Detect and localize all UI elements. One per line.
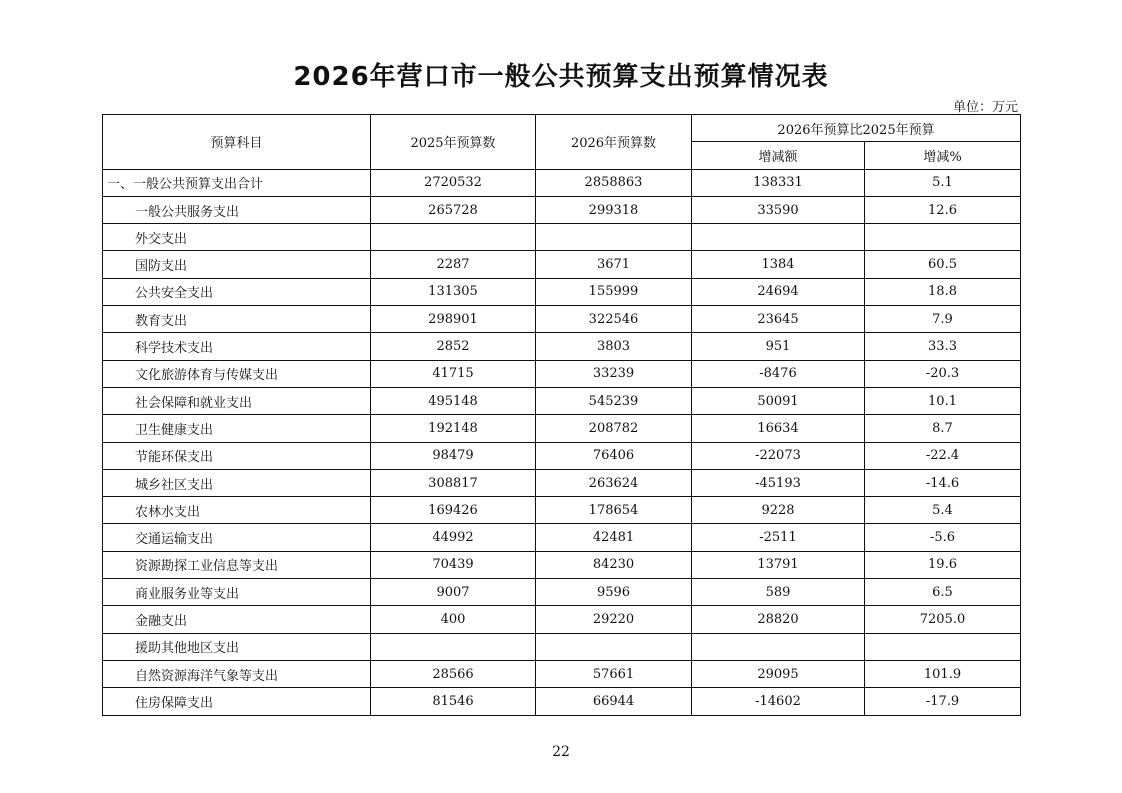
row-change-pct: 5.1 [865, 169, 1021, 196]
header-change-amount: 增减额 [692, 142, 865, 169]
budget-table [102, 114, 1021, 716]
row-change-amount [692, 224, 865, 251]
row-change-pct: 8.7 [865, 415, 1021, 442]
row-budget-2025 [371, 224, 536, 251]
row-change-pct: 12.6 [865, 196, 1021, 223]
row-change-pct: -5.6 [865, 524, 1021, 551]
row-change-amount: 24694 [692, 278, 865, 305]
table-row [103, 387, 1021, 414]
table-row [103, 251, 1021, 278]
row-subject: 国防支出 [103, 251, 371, 278]
row-budget-2026: 42481 [536, 524, 692, 551]
table-row [103, 169, 1021, 196]
row-budget-2026: 299318 [536, 196, 692, 223]
row-budget-2026: 208782 [536, 415, 692, 442]
row-change-pct: -17.9 [865, 688, 1021, 715]
row-change-amount: -8476 [692, 360, 865, 387]
row-change-pct: -14.6 [865, 469, 1021, 496]
table-row [103, 551, 1021, 578]
budget-table-body [103, 169, 1021, 715]
table-row [103, 306, 1021, 333]
row-subject: 金融支出 [103, 606, 371, 633]
row-budget-2026 [536, 224, 692, 251]
row-change-pct: 60.5 [865, 251, 1021, 278]
row-subject: 援助其他地区支出 [103, 633, 371, 660]
table-row [103, 660, 1021, 687]
row-subject: 文化旅游体育与传媒支出 [103, 360, 371, 387]
row-change-pct: -22.4 [865, 442, 1021, 469]
row-budget-2025: 2720532 [371, 169, 536, 196]
row-change-pct: 5.4 [865, 497, 1021, 524]
row-budget-2026: 9596 [536, 579, 692, 606]
row-subject: 教育支出 [103, 306, 371, 333]
row-budget-2026: 76406 [536, 442, 692, 469]
row-budget-2026: 57661 [536, 660, 692, 687]
row-change-pct: 7205.0 [865, 606, 1021, 633]
row-change-amount: 29095 [692, 660, 865, 687]
page-number: 22 [552, 744, 570, 760]
row-subject: 社会保障和就业支出 [103, 387, 371, 414]
row-subject: 城乡社区支出 [103, 469, 371, 496]
row-budget-2025: 41715 [371, 360, 536, 387]
row-budget-2025: 400 [371, 606, 536, 633]
row-change-amount: 9228 [692, 497, 865, 524]
row-change-pct: 33.3 [865, 333, 1021, 360]
row-budget-2026: 545239 [536, 387, 692, 414]
row-budget-2025: 70439 [371, 551, 536, 578]
row-change-amount: -2511 [692, 524, 865, 551]
row-change-amount: -22073 [692, 442, 865, 469]
table-row [103, 497, 1021, 524]
row-subject: 一般公共服务支出 [103, 196, 371, 223]
row-budget-2026: 263624 [536, 469, 692, 496]
row-change-pct [865, 633, 1021, 660]
row-change-amount: 23645 [692, 306, 865, 333]
row-subject: 交通运输支出 [103, 524, 371, 551]
page-title: 2026年营口市一般公共预算支出预算情况表 [293, 62, 829, 92]
header-change-pct: 增减% [865, 142, 1021, 169]
row-budget-2026: 3671 [536, 251, 692, 278]
row-subject: 科学技术支出 [103, 333, 371, 360]
row-change-amount: -45193 [692, 469, 865, 496]
row-subject: 公共安全支出 [103, 278, 371, 305]
row-subject: 商业服务业等支出 [103, 579, 371, 606]
row-budget-2026: 84230 [536, 551, 692, 578]
row-budget-2025: 98479 [371, 442, 536, 469]
row-budget-2025: 495148 [371, 387, 536, 414]
header-comparison: 2026年预算比2025年预算 [692, 115, 1021, 142]
row-budget-2025: 265728 [371, 196, 536, 223]
row-budget-2025: 308817 [371, 469, 536, 496]
row-change-amount: 951 [692, 333, 865, 360]
table-row [103, 469, 1021, 496]
row-budget-2026: 3803 [536, 333, 692, 360]
row-subject: 外交支出 [103, 224, 371, 251]
row-budget-2025: 298901 [371, 306, 536, 333]
unit-label: 单位：万元 [952, 100, 1018, 115]
table-row [103, 606, 1021, 633]
row-subject: 住房保障支出 [103, 688, 371, 715]
row-change-amount: 16634 [692, 415, 865, 442]
table-row [103, 442, 1021, 469]
row-change-amount: 33590 [692, 196, 865, 223]
row-budget-2025: 169426 [371, 497, 536, 524]
row-budget-2025: 131305 [371, 278, 536, 305]
table-row [103, 196, 1021, 223]
row-change-pct: 19.6 [865, 551, 1021, 578]
row-budget-2025: 2287 [371, 251, 536, 278]
row-budget-2025: 2852 [371, 333, 536, 360]
row-change-pct: 18.8 [865, 278, 1021, 305]
row-subject: 农林水支出 [103, 497, 371, 524]
table-row [103, 688, 1021, 715]
header-subject: 预算科目 [103, 115, 371, 170]
row-change-pct: 7.9 [865, 306, 1021, 333]
row-change-pct [865, 224, 1021, 251]
row-budget-2025: 192148 [371, 415, 536, 442]
table-row [103, 415, 1021, 442]
row-budget-2025: 28566 [371, 660, 536, 687]
table-row [103, 278, 1021, 305]
row-change-amount: 13791 [692, 551, 865, 578]
row-budget-2026 [536, 633, 692, 660]
row-change-amount: 28820 [692, 606, 865, 633]
row-subject: 节能环保支出 [103, 442, 371, 469]
header-budget-2026: 2026年预算数 [536, 115, 692, 170]
row-subject: 一、一般公共预算支出合计 [103, 169, 371, 196]
row-change-amount: 1384 [692, 251, 865, 278]
row-change-amount [692, 633, 865, 660]
row-change-pct: 6.5 [865, 579, 1021, 606]
row-change-amount: 589 [692, 579, 865, 606]
table-row [103, 333, 1021, 360]
row-budget-2026: 29220 [536, 606, 692, 633]
row-change-pct: -20.3 [865, 360, 1021, 387]
table-row [103, 224, 1021, 251]
row-budget-2025: 81546 [371, 688, 536, 715]
row-budget-2025: 44992 [371, 524, 536, 551]
row-budget-2026: 155999 [536, 278, 692, 305]
row-change-amount: -14602 [692, 688, 865, 715]
row-budget-2025 [371, 633, 536, 660]
row-budget-2026: 66944 [536, 688, 692, 715]
table-row [103, 579, 1021, 606]
row-subject: 资源勘探工业信息等支出 [103, 551, 371, 578]
row-budget-2026: 178654 [536, 497, 692, 524]
row-change-amount: 138331 [692, 169, 865, 196]
table-row [103, 633, 1021, 660]
row-budget-2026: 2858863 [536, 169, 692, 196]
row-budget-2026: 322546 [536, 306, 692, 333]
row-budget-2025: 9007 [371, 579, 536, 606]
row-change-amount: 50091 [692, 387, 865, 414]
row-change-pct: 10.1 [865, 387, 1021, 414]
table-row [103, 524, 1021, 551]
header-budget-2025: 2025年预算数 [371, 115, 536, 170]
row-subject: 自然资源海洋气象等支出 [103, 660, 371, 687]
row-subject: 卫生健康支出 [103, 415, 371, 442]
row-change-pct: 101.9 [865, 660, 1021, 687]
row-budget-2026: 33239 [536, 360, 692, 387]
table-row [103, 360, 1021, 387]
